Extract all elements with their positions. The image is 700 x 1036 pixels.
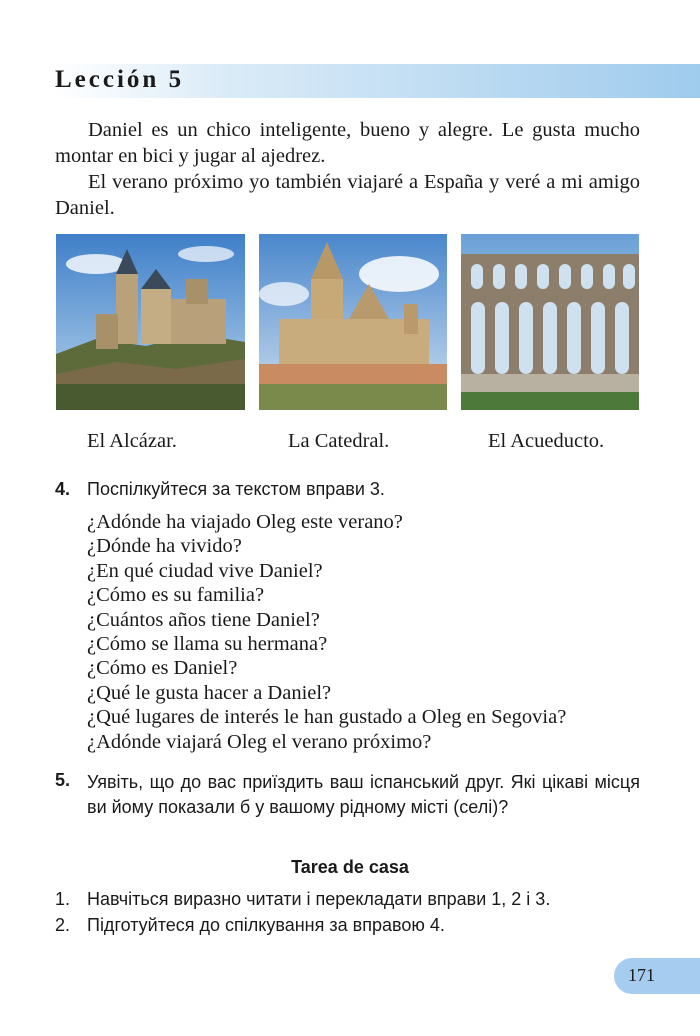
homework-list	[55, 886, 550, 938]
question-item: ¿Dónde ha vivido?	[87, 535, 242, 558]
reading-paragraph-1: Daniel es un chico inteligente, bueno y alegre. Le gusta mucho montar en bici y jugar al ajedrez.	[55, 119, 640, 167]
page-number: 171	[628, 965, 655, 985]
exercise-4-questions	[87, 510, 566, 754]
alcazar-caption: El Alcázar.	[87, 430, 177, 452]
reading-paragraph-2: El verano próximo yo también viajaré a España y veré a mi amigo Daniel.	[55, 171, 640, 219]
question-item: ¿Cómo se llama su hermana?	[87, 633, 328, 656]
homework-item	[55, 886, 550, 912]
question-item: ¿Adónde ha viajado Oleg este verano?	[87, 511, 403, 533]
alcazar-photo	[56, 234, 245, 410]
catedral-caption: La Catedral.	[288, 430, 390, 452]
question-item: ¿En qué ciudad vive Daniel?	[87, 559, 323, 582]
lesson-title: Lección 5	[55, 66, 185, 93]
exercise-5-instruction: Уявіть, що до вас приїздить ваш іспанський друг. Які цікаві місця ви йому показали б у вашому рідному місті (селі)?	[87, 772, 640, 817]
exercise-5-number: 5.	[55, 770, 71, 790]
homework-item-text: Навчіться виразно читати і перекладати вправи 1, 2 і 3.	[87, 889, 551, 909]
homework-item-number: 2.	[55, 915, 71, 935]
acueducto-caption: El Acueducto.	[488, 430, 605, 452]
homework-item-text: Підготуйтеся до спілкування за вправою 4.	[87, 915, 445, 935]
acueducto-photo	[461, 234, 639, 410]
exercise-4-number: 4.	[55, 479, 71, 499]
question-item: ¿Cómo es su familia?	[87, 584, 265, 607]
question-item: ¿Cuántos años tiene Daniel?	[87, 608, 320, 631]
question-item: ¿Cómo es Daniel?	[87, 657, 238, 680]
question-item: ¿Qué le gusta hacer a Daniel?	[87, 681, 332, 704]
question-item: ¿Adónde viajará Oleg el verano próximo?	[87, 730, 432, 753]
question-item: ¿Qué lugares de interés le han gustado a Oleg en Segovia?	[87, 706, 567, 729]
homework-item	[55, 912, 550, 938]
homework-item-number: 1.	[55, 889, 71, 909]
catedral-photo	[259, 234, 447, 410]
page-number-tab	[614, 958, 700, 994]
exercise-4-instruction: Поспілкуйтеся за текстом вправи 3.	[87, 479, 385, 499]
homework-title: Tarea de casa	[291, 857, 409, 877]
